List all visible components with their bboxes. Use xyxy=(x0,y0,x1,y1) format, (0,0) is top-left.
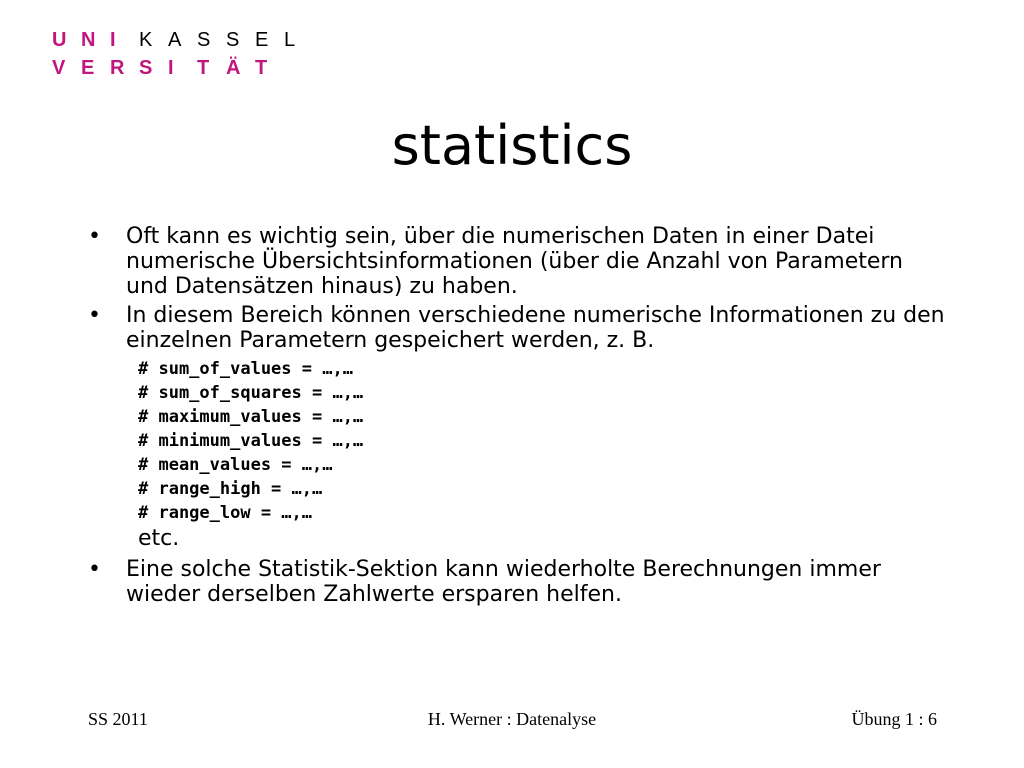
etc-text: etc. xyxy=(138,526,180,551)
logo-letter: T xyxy=(255,57,268,79)
bullet-dot: • xyxy=(88,557,101,582)
logo-row-bottom xyxy=(52,56,284,80)
code-line: # range_low = …,… xyxy=(138,503,312,523)
bullet-item xyxy=(88,557,948,607)
university-logo xyxy=(52,26,296,86)
logo-letter: V xyxy=(52,57,66,79)
logo-letter: R xyxy=(110,57,125,79)
logo-letter: I xyxy=(168,57,174,79)
code-line: # sum_of_squares = …,… xyxy=(138,383,364,403)
logo-letter: T xyxy=(197,57,210,79)
footer-left: SS 2011 xyxy=(88,709,148,729)
logo-letter: Ä xyxy=(226,57,241,79)
logo-letter: A xyxy=(168,29,182,51)
bullet-text: Eine solche Statistik-Sektion kann wiederholte Berechnungen immer wieder derselben Zahlwerte ersparen helfen. xyxy=(126,557,881,607)
code-line: # range_high = …,… xyxy=(138,479,323,499)
logo-letter: E xyxy=(255,29,269,51)
logo-letter: I xyxy=(110,29,116,51)
slide-content xyxy=(88,224,948,611)
footer-right: Übung 1 : 6 xyxy=(851,709,937,729)
code-line: # minimum_values = …,… xyxy=(138,431,364,451)
logo-letter: E xyxy=(81,57,95,79)
bullet-item xyxy=(88,303,948,353)
logo-letter: K xyxy=(139,29,153,51)
bullet-dot: • xyxy=(88,224,101,249)
logo-letter: U xyxy=(52,29,67,51)
bullet-text: Oft kann es wichtig sein, über die numerischen Daten in einer Datei numerische Übersichtsinformationen (über die Anzahl von Parametern und Datensätzen hinaus) zu haben. xyxy=(126,224,904,299)
logo-letter: S xyxy=(139,57,153,79)
slide-title: statistics xyxy=(391,114,633,177)
logo-letter: S xyxy=(197,29,211,51)
logo-letter: S xyxy=(226,29,240,51)
bullet-dot: • xyxy=(88,303,101,328)
logo-letter: L xyxy=(284,29,296,51)
footer-center: H. Werner : Datenalyse xyxy=(427,709,597,729)
logo-row-top xyxy=(52,28,313,52)
logo-letter: N xyxy=(81,29,96,51)
code-line: # mean_values = …,… xyxy=(138,455,333,475)
code-line: # sum_of_values = …,… xyxy=(138,359,353,379)
code-line: # maximum_values = …,… xyxy=(138,407,364,427)
code-list xyxy=(138,357,948,525)
bullet-text: In diesem Bereich können verschiedene numerische Informationen zu den einzelnen Parametern gespeichert werden, z. B. xyxy=(126,303,945,353)
bullet-item xyxy=(88,224,948,299)
